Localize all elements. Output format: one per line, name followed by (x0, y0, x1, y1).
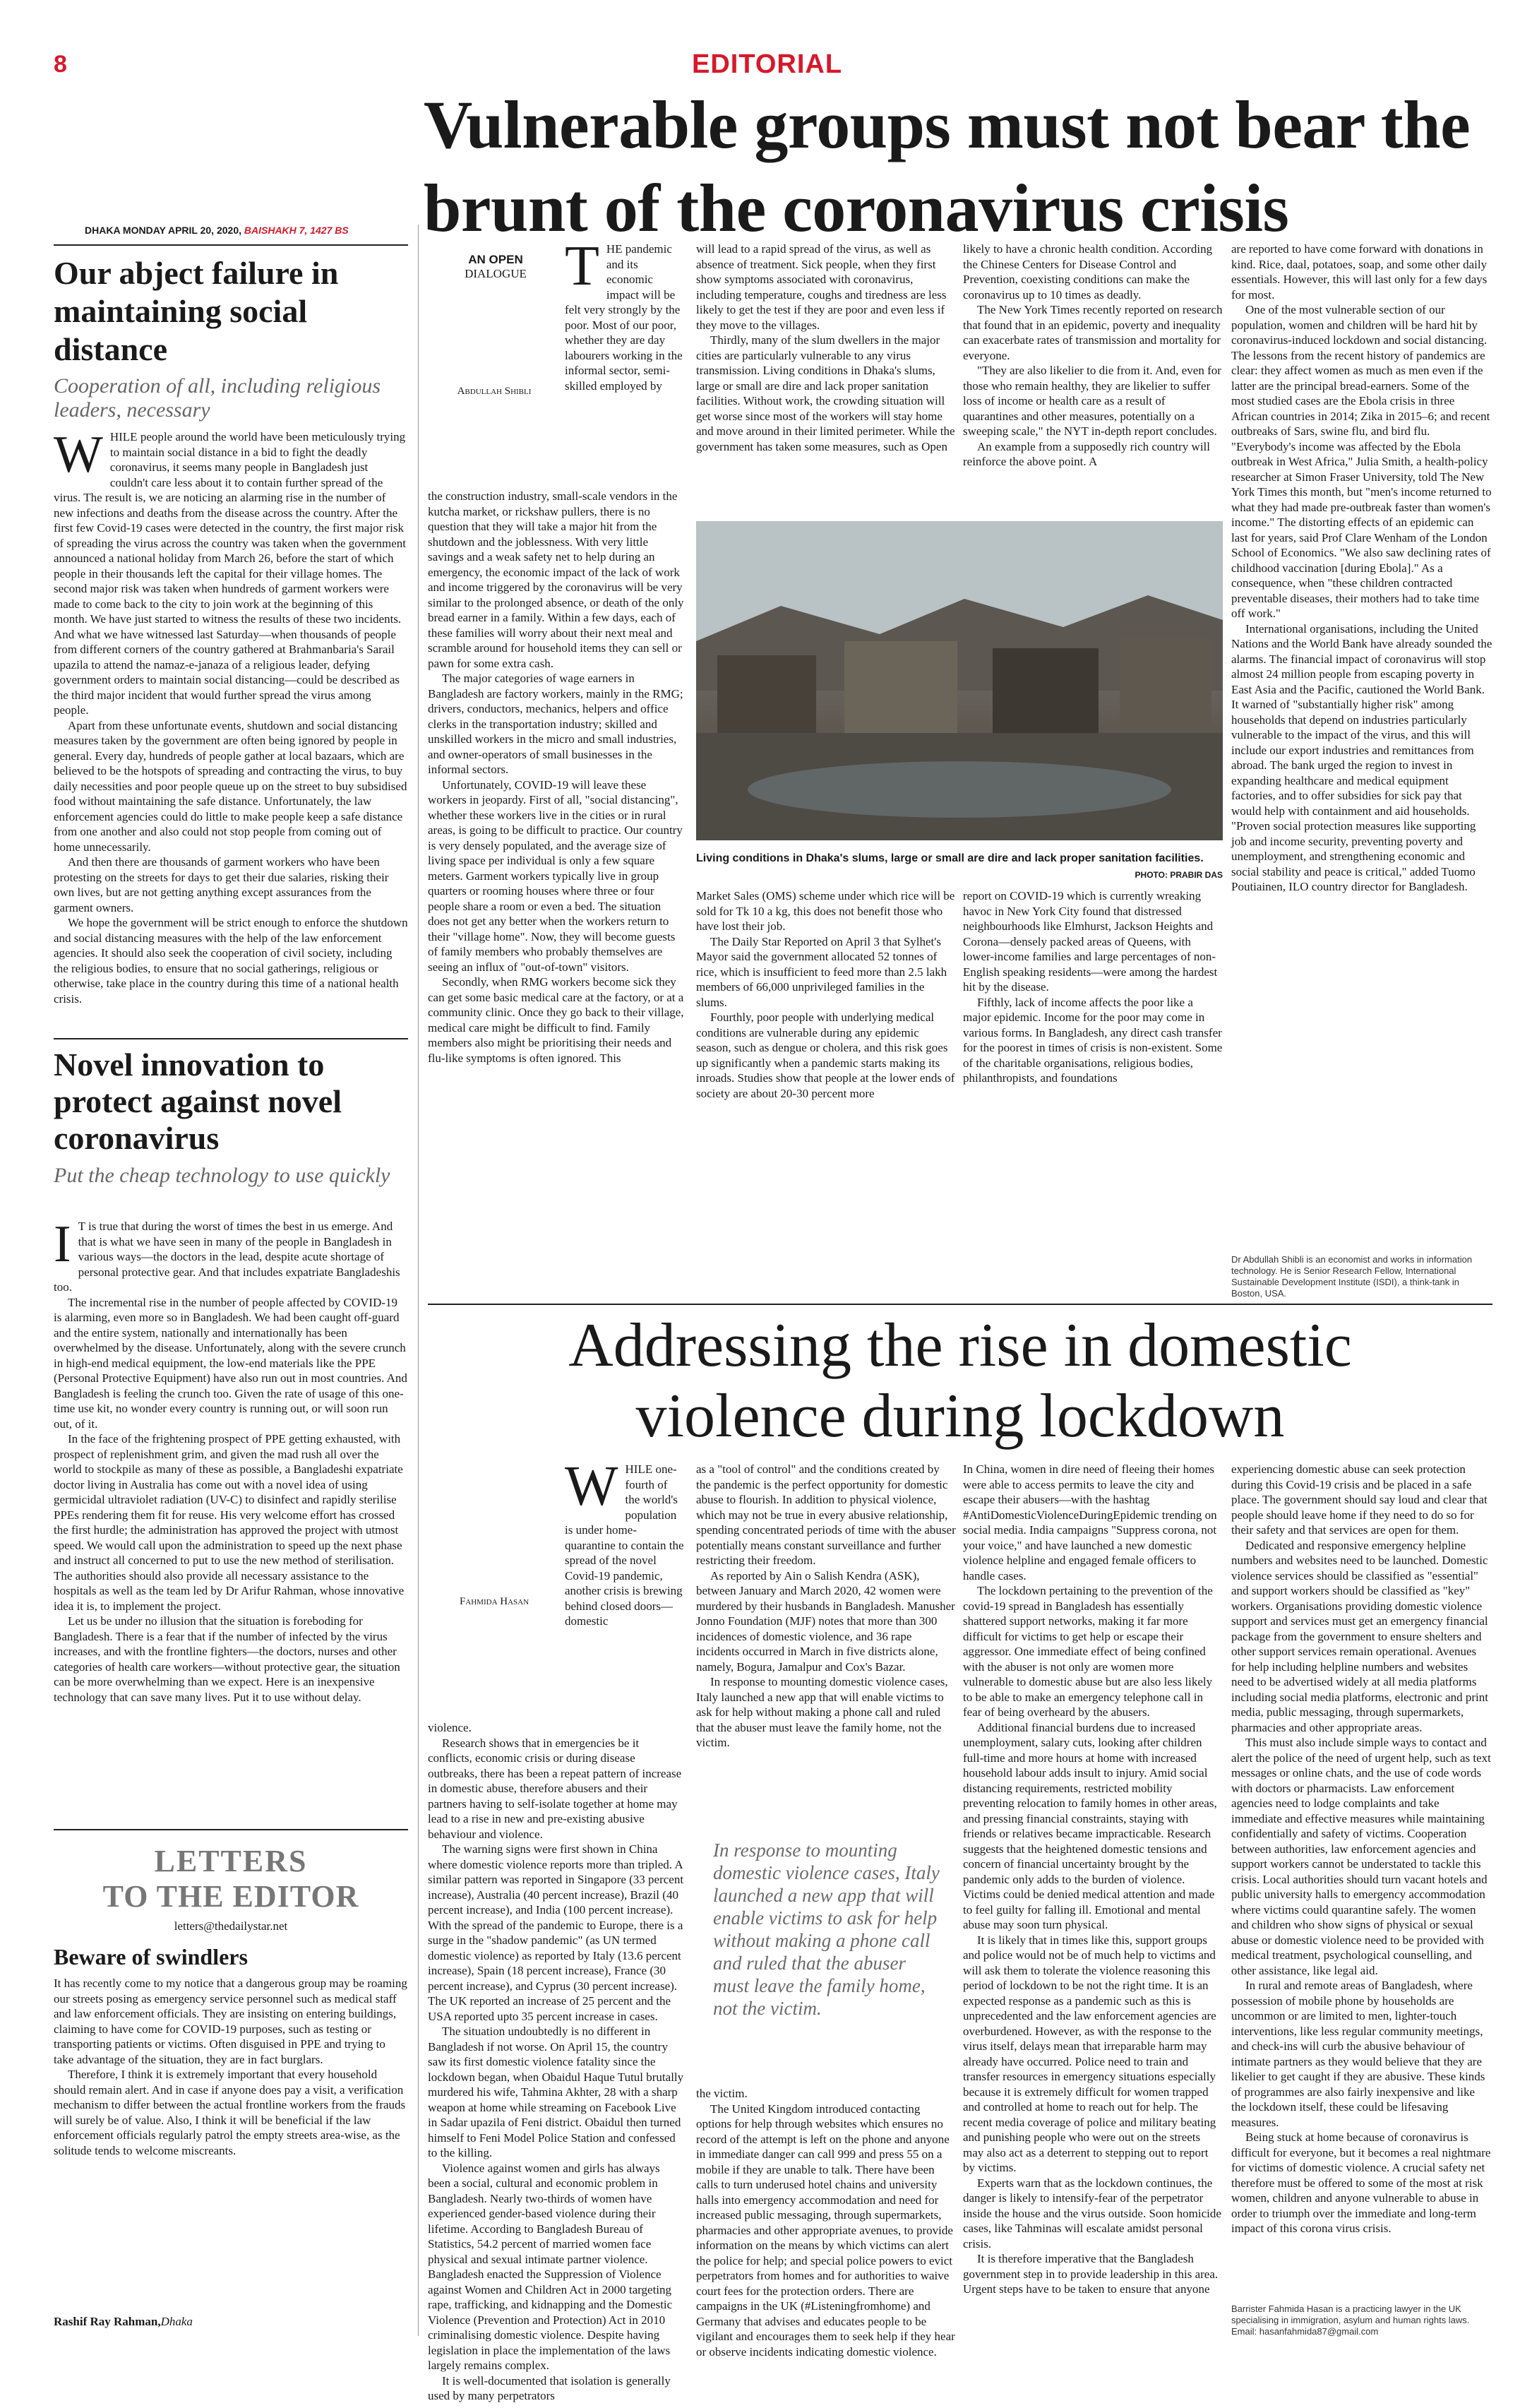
article2-col4-p1: experiencing domestic abuse can seek protection during this Covid-19 crisis and be placed in a safe place. The government should say loud and clear that people should leave home if they need to do so for their safety and that services are open for them. (1231, 1462, 1488, 1537)
dateline (85, 225, 349, 236)
article2-headline (428, 1311, 1492, 1452)
article2-col2-bottom (696, 2086, 956, 2368)
article1-col3-p2: The New York Times recently reported on research that found that in an epidemic, poverty and inequality can exacerbate rates of transmission and mortality for everyone. (963, 303, 1223, 362)
article1-col2-p1: will lead to a rapid spread of the virus, as well as absence of treatment. Sick people, when they first show symptoms associated with coronavirus, including temperature, coughs and tiredness are less likely to get the test if they are poor and even less if they move to the villages. (696, 242, 947, 332)
letter-para-2: Therefore, I think it is extremely important that every household should remain alert. And in case if anyone does pay a visit, a verification mechanism to differ between the actual frontline workers from the frauds will surely be of value. Also, I think it will be beneficial if the law enforcement officials regularly patrol the empty streets area-wise, as the solitude tends to welcome miscreants. (54, 2068, 406, 2157)
photo-credit: PHOTO: PRABIR DAS (1135, 870, 1223, 880)
dateline-bengali: BAISHAKH 7, 1427 BS (244, 225, 349, 236)
letters-email[interactable]: letters@thedailystar.net (174, 1919, 288, 1933)
editorial1-para-4: We hope the government will be strict enough to enforce the shutdown and social distancing measures with the help of the law enforcement agencies. It should also seek the cooperation of civil society, including the religious bodies, to ensure that no social gatherings, religious or otherwise, take place in the country during this time of a national health crisis. (54, 916, 408, 1006)
article2-col2-top (696, 1462, 956, 1815)
article1-col3-bottom (963, 888, 1223, 1298)
article2-col2b-p2: The United Kingdom introduced contacting options for help through websites which ensures no record of the attempt is left on the phone and anyone in immediate danger can call 999 and press 55 on a mobile if they are unable to talk. There have been calls to turn underused hotel chains and university halls into emergency accommodation and need for increased public messaging, through supermarkets, pharmacies and other appropriate avenues, to provide information on the means by which victims can alert the police for help; and special police powers to evict perpetrators from homes and for authorities to waive court fees for the protection orders. There are campaigns in the UK (#Listeningfromhome) and Germany that advises and educates people to be vigilant and encourages them to seek help if they hear or observe incidents indicating domestic violence. (696, 2102, 955, 2359)
editorial1-para-2: Apart from these unfortunate events, shutdown and social distancing measures taken by the government are often being ignored by people in general. Every day, hundreds of people gather at local bazaars, which are believed to be the hotspots of spreading and contracting the virus, to buy daily necessities and poor people queue up on the street to buy subsidised food without maintaining the safe distance. Unfortunately, the law enforcement agencies could do little to make people keep a safe distance from one another and also could not stop people from coming out of home unnecessarily. (54, 718, 407, 854)
article2-col4-p4: In rural and remote areas of Bangladesh, where possession of mobile phone by households are uncommon or are limited to men, lighter-touch interventions, like less regular community meetings, and check-ins will curb the abusive behaviour of intimate partners as they would believe that they are likelier to get caught if they are abusive. These kinds of programmes are also fairly inexpensive and like the lockdown itself, these could be lifesaving measures. (1231, 1979, 1485, 2129)
dateline-date: DHAKA MONDAY APRIL 20, 2020, (85, 225, 241, 236)
article1-col2-top (696, 242, 956, 503)
article2-col3-p3: Additional financial burdens due to increased unemployment, salary cuts, looking after children full-time and more hours at home with increased household labour adds insult to injury. Amid social distancing requirements, restricted mobility preventing relocation to family homes in other areas, and pressing financial constraints, staying with friends or relatives became impracticable. Research suggests that the heightened domestic tensions and concern of financial uncertainty brought by the pandemic only adds to the burden of violence. Victims could be denied medical attention and made to feel guilty for falling ill. Emotional and mental abuse may soon turn physical. (963, 1720, 1217, 1931)
article2-headline-line1: Addressing the rise in domestic (568, 1311, 1352, 1380)
section-label: EDITORIAL (692, 49, 843, 79)
article1-author: Abdullah Shibli (457, 386, 532, 397)
article2-col3-p6: It is therefore imperative that the Bangladesh government step in to provide leadership in this area. Urgent steps have to be taken to ensure that anyone (963, 2252, 1219, 2296)
article1-col1-p4: Secondly, when RMG workers become sick they can get some basic medical care at the factory, or at a community clinic. Once they go back to their village, medical care might be difficult to find. Family members also might be prioritising their needs and flu-like symptoms is often ignored. This (428, 975, 684, 1065)
article2-col1 (428, 1720, 685, 2402)
editorial1-body (54, 426, 408, 1030)
article1-col3-p3: "They are also likelier to die from it. And, even for those who remain healthy, they are likelier to suffer loss of income or health care as a result of quarantines and other measures, potentially on a sweeping scale," the NYT in-depth report concludes. (963, 364, 1221, 438)
page-number: 8 (54, 51, 67, 78)
column-label-line1: AN OPEN (468, 253, 523, 266)
article2-headline-line2: violence during lockdown (635, 1382, 1285, 1450)
slum-photo (696, 521, 1223, 840)
article2-col3-p1: In China, women in dire need of fleeing their homes were able to access permits to leave the city and escape their abusers—with the hashtag #AntiDomesticViolenceDuringEpidemic trending on social media. India campaigns "Suppress corona, not your voice," and have launched a new domestic violence helpline and engaged female officers to handle cases. (963, 1462, 1217, 1583)
article1-col1-p3: Unfortunately, COVID-19 will leave these workers in jeopardy. First of all, "social distancing", whether these workers live in the cities or in rural areas, is going to be difficult to practice. Our country is very densely populated, and the average size of living space per individual is only a few square meters. Garment workers typically live in group quarters or rooming houses where three or four people share a room or even a bed. The situation does not get any better when the workers return to their "village home". Now, they will become guests of family members who probably themselves are seeing an influx of "out-of-town" visitors. (428, 777, 683, 974)
article1-col2b-p1: Market Sales (OMS) scheme under which rice will be sold for Tk 10 a kg, this does not benefit those who have lost their job. (696, 889, 955, 933)
column-label (432, 253, 559, 281)
article2-col2-p1: as a "tool of control" and the conditions created by the pandemic is the perfect opportunity for domestic abuse to flourish. In addition to physical violence, which may not be true in every abusive relationship, spending concentrated periods of time with the abuser potentially means constant surveillance and further restricting their freedom. (696, 1462, 956, 1567)
article2-col1-p1: violence. (428, 1721, 472, 1734)
article2-col3-p4: It is likely that in times like this, support groups and police would not be of much help to victims and will ask them to tolerate the violence reasoning this period of lockdown to be not the right time. It is an expected response as a pandemic such as this is unprecedented and the law enforcement agencies are overburdened. However, as with the response to the virus itself, delays mean that irreparable harm may already have occurred. Police need to train and transfer resources in emergency situations especially because it is extremely difficult for women trapped and controlled at home to reach out for help. The recent media coverage of police and military beating and punishing people who were out on the streets may also act as a deterrent to stepping out to report by victims. (963, 1933, 1216, 2174)
editorial2-dropcap: I (54, 1215, 71, 1273)
article2-col4-p2: Dedicated and responsive emergency helpline numbers and websites need to be launched. Domestic violence services should be classified as "essential" and support workers should be classified as "key" workers. Organisations providing domestic violence support and services must get an emergency financial package from the government to ensure shelters and other support services remain operational. Avenues for help including helpline numbers and websites need to be advertised widely at all media platforms including social media platforms, electronic and print media, public messaging, through supermarkets, pharmacies and other appropriate areas. (1231, 1538, 1488, 1734)
article1-col2-bottom (696, 888, 956, 1298)
article2-col1-p2: Research shows that in emergencies be it conflicts, economic crisis or during disease outbreaks, there has been a repeat pattern of increase in domestic abuse, therefore abusers and their partners having to self-isolate together at home may lead to a rise in new and pre-existing abusive behaviour and violence. (428, 1736, 682, 1841)
article1-col2-p2: Thirdly, many of the slum dwellers in the major cities are particularly vulnerable to any virus transmission. Living conditions in Dhaka's slums, large or small are dire and lack proper sanitation facilities. Without work, the crowding situation will get worse since most of the workers will stay home and move around in their limited perimeter. While the government has taken some measures, such as Open (696, 333, 955, 453)
article1-col2b-p2: The Daily Star Reported on April 3 that Sylhet's Mayor said the government allocated 52 tonnes of rice, which is insufficient to feed more than 2.5 lakh members of 66,000 unprivileged families in the slums. (696, 934, 947, 1009)
article1-bio: Dr Abdullah Shibli is an economist and works in information technology. He is Senior Research Fellow, International Sustainable Development Institute (ISDI), a think-tank in Boston, USA. (1231, 1254, 1473, 1299)
article2-col1-p5: Violence against women and girls has always been a social, cultural and economic problem in Bangladesh. Nearly two-thirds of women have experienced gender-based violence during their lifetime. According to Bangladesh Bureau of Statistics, 54.2 percent of married women face physical and sexual intimate partner violence. Bangladesh enacted the Suppression of Violence against Women and Children Act in 2000 targeting rape, trafficking, and kidnapping and the Domestic Violence (Prevention and Protection) Act in 2010 criminalising domestic violence. Despite having legislation in place the implementation of the laws largely remains complex. (428, 2161, 673, 2372)
article1-col3-top (963, 242, 1223, 503)
article1-col3b-p2: Fifthly, lack of income affects the poor like a major epidemic. Income for the poor may come in various forms. In Bangladesh, any direct cash transfer for the poorest in times of crisis is non-existent. Some of the charitable organisations, religious bodies, philanthropists, and foundations (963, 995, 1223, 1085)
article1-col3-p1: likely to have a chronic health condition. According the Chinese Centers for Disease Control and Prevention, coexisting conditions can make the coronavirus up to 10 times as deadly. (963, 242, 1213, 302)
article1-lead-text: HE pandemic and its economic impact will be felt very strongly by the poor. Most of our poor, whether they are day labourers working in the informal sector, semi-skilled employed by (565, 242, 683, 393)
dateline-rule (54, 244, 408, 246)
editorial2-subtitle: Put the cheap technology to use quickly (54, 1164, 390, 1187)
article1-headline: Vulnerable groups must not bear the brunt of the coronavirus crisis (424, 87, 1471, 246)
editorial1-dropcap: W (54, 426, 103, 484)
article2-col2-p2: As reported by Ain o Salish Kendra (ASK), between January and March 2020, 42 women were murdered by their husbands in Bangladesh. Manusher Jonno Foundation (MJF) notes that more than 300 incidences of domestic violence, and 36 rape incidents occurred in March in five districts alone, namely, Bogura, Jamalpur and Cox's Bazar. (696, 1568, 955, 1674)
article1-col4-p2: One of the most vulnerable section of our population, women and children will be hard hit by coronavirus-induced lockdown and social distancing. The lessons from the recent history of pandemics are clear: they affect women as much as men even if the latter are the principal bread-earners. Some of the most studied cases are the Ebola crisis in three African countries in 2014; Zika in 2015–6; and recent outbreaks of Sars, swine flu, and bird flu. "Everybody's income was affected by the Ebola outbreak in West Africa," Julia Smith, a health-policy researcher at Simon Fraser University, told The New York Times this month, but "men's income returned to what they had made pre-outbreak faster than women's income." The distorting effects of an epidemic can last for years, said Prof Clare Wenham of the London School of Economics. "We also saw declining rates of childhood vaccination [during Ebola]." As a consequence, when "these children contracted preventable diseases, their mothers had to take time off work." (1231, 303, 1492, 620)
article2-author: Fahmida Hasan (459, 1596, 529, 1607)
article1-dropcap: T (565, 235, 599, 297)
article2-col1-p3: The warning signs were first shown in China where domestic violence reports more than tripled. A similar pattern was reported in Singapore (33 percent increase), Australia (40 percent increase), Brazil (40 percent increase), and India (100 percent increase). With the spread of the pandemic to Europe, there is a surge in the "shadow pandemic" (as UN termed domestic violence) as reported by Italy (13.6 percent increase), Spain (18 percent increase), France (30 percent increase), and Cyprus (30 percent increase). The UK reported an increase of 25 percent and the USA reported upto 35 percent increase in cases. (428, 1842, 684, 2023)
pullquote: In response to mounting domestic violence cases, Italy launched a new app that will enable victims to ask for help without making a phone call and ruled that the abuser must leave the family home, not the victim. (713, 1840, 940, 2019)
editorial2-para-3: In the face of the frightening prospect of PPE getting exhausted, with prospect of replenishment grim, and given the mad rush all over the world to stockpile as many of these as possible, a Bangladeshi expatriate doctor living in Australia has come out with a novel idea of using germicidal ultraviolet radiation (UV-C) to disinfect and rapidly sterilise PPEs rendering them fit for reuse. His very welcome effort has crossed the first hurdle; the administration has approved the project with utmost speed. We would call upon the administration to speed up the next phase and instruct all concerned to put to use the new method of sterilisation. The authorities should also provide all necessary assistance to the hospitals as well as the team led by Dr Arifur Rahman, whose innovative idea it is, to implement the project. (54, 1432, 405, 1613)
article1-col4-p3: International organisations, including the United Nations and the World Bank have already sounded the alarms. The financial impact of coronavirus will stop almost 24 million people from escaping poverty in East Asia and the Pacific, cautioned the World Bank. It warned of "substantially higher risk" among households that depend on industries particularly vulnerable to the impact of the virus, and this will include our export industries and remittances from abroad. The bank urged the region to invest in expanding healthcare and medical equipment factories, and to offer subsidies for sick pay that would help with containment and aid households. "Proven social protection measures like supporting job and income security, preventing poverty and unemployment, and strengthening economic and social stability and peace is critical," added Tuomo Poutiainen, ILO country director for Bangladesh. (1231, 621, 1492, 893)
editorial1-title: Our abject failure in maintaining social distance (54, 255, 339, 367)
article2-col2-p3: In response to mounting domestic violence cases, Italy launched a new app that will enable victims to ask for help without making a phone call and ruled that the abuser must leave the family home, not the victim. (696, 1675, 948, 1749)
article2-lead-text: HILE one-fourth of the world's population is under home-quarantine to contain the spread of the novel Covid-19 pandemic, another crisis is brewing behind closed doors—domestic (565, 1462, 684, 1628)
article1-col3-p4: An example from a supposedly rich country will reinforce the above point. A (963, 439, 1211, 468)
article2-dropcap: W (565, 1455, 618, 1518)
editorial2-body (54, 1215, 408, 1819)
editorial1-subtitle: Cooperation of all, including religious leaders, necessary (54, 374, 381, 422)
article2-col1-p6: It is well-documented that isolation is generally used by many perpetrators (428, 2373, 671, 2402)
article2-col1-p4: The situation undoubtedly is no different in Bangladesh if not worse. On April 15, the country saw its first domestic violence fatality since the lockdown began, when Obaidul Haque Tutul brutally murdered his wife, Tahmina Akhter, 28 with a sharp weapon at home while streaming on Facebook Live in Sadar upazila of Feni district. Obaidul then turned himself to Feni Model Police Station and confessed to the killing. (428, 2025, 684, 2159)
editorial2-title: Novel innovation to protect against novel coronavirus (54, 1047, 342, 1156)
column-separator (418, 225, 419, 2336)
article1-col1 (428, 489, 685, 1294)
editorial2-para-1: T is true that during the worst of times the best in us emerge. And that is what we have seen in many of the people in Bangladesh in various ways—the doctors in the lead, despite acute shortage of personal protective gear. And that includes expatriate Bangladeshis too. (54, 1220, 400, 1294)
letter-body (54, 1976, 408, 2301)
editorial-divider (54, 1038, 408, 1039)
editorial1-para-3: And then there are thousands of garment workers who have been protesting on the streets for days to get their due salaries, risking their own lives, but are not getting anything except assurances from the garment owners. (54, 855, 389, 914)
article1-col1-p2: The major categories of wage earners in Bangladesh are factory workers, mainly in the RMG; drivers, conductors, mechanics, helpers and office clerks in the transportation industry; skilled and unskilled workers in the micro and small industries, and owner-operators of small businesses in the informal sectors. (428, 672, 683, 776)
letter-signature-place: Dhaka (160, 2315, 193, 2328)
article2-bio-text: Barrister Fahmida Hasan is a practicing lawyer in the UK specialising in immigration, asylum and human rights laws. (1231, 2303, 1470, 2325)
slum-photo-illustration (696, 521, 1223, 840)
article2-email[interactable]: Email: hasanfahmida87@gmail.com (1231, 2326, 1379, 2337)
article2-col3 (963, 1462, 1223, 2366)
article1-col1-lead (565, 235, 685, 489)
article1-col1-p1: the construction industry, small-scale vendors in the kutcha market, or rickshaw pullers, there is no question that they will take a major hit from the shutdown and the joblessness. With very little savings and a weak safety net to help during an emergency, the economic impact of the lack of work and income triggered by the coronavirus will be very similar to the prolonged absence, or death of the only bread earner in a family. Within a few days, each of these families will worry about their next meal and scramble around for household items they can sell or pawn for some extra cash. (428, 489, 684, 670)
article1-col2b-p3: Fourthly, poor people with underlying medical conditions are vulnerable during any epidemic season, such as dengue or cholera, and this risk goes up significantly when a pandemic starts making its inroads. Studies show that people at the lower ends of society are about 20-30 percent more (696, 1011, 955, 1100)
article2-col4-p5: Being stuck at home because of coronavirus is difficult for everyone, but it becomes a real nightmare for victims of domestic violence. A crucial safety net therefore must be offered to some of the most at risk women, children and anyone vulnerable to abuse in order to triumph over the immediate and long-term impact of this corona virus crisis. (1231, 2130, 1491, 2235)
article1-col4-p1: are reported to have come forward with donations in kind. Rice, daal, potatoes, soap, and some other daily essentials. However, this will last only for a few days for most. (1231, 242, 1488, 302)
article1-col3b-p1: report on COVID-19 which is currently wreaking havoc in New York City found that distressed neighbourhoods like Elmhurst, Jackson Heights and Corona—densely packed areas of Queens, with lower-income families and large percentages of non-English speaking residents—were among the hardest hit by the disease. (963, 889, 1218, 994)
article2-col1-lead (565, 1455, 685, 1720)
editorial2-para-2: The incremental rise in the number of people affected by COVID-19 is alarming, even more so in Bangladesh. We had been caught off-guard and the entire system, nationally and internationally has been overwhelmed by the disease. Unfortunately, along with the severe crunch in high-end medical equipment, the low-end materials like the PPE (Personal Protective Equipment) have also run out in most countries. And Bangladesh is feeling the crunch too. Given the rate of usage of this one-time use kit, no wonder every country is running out, or will soon run out, of it. (54, 1295, 407, 1431)
article2-col4 (1231, 1462, 1492, 2295)
article2-col4-p3: This must also include simple ways to contact and alert the police of the need of urgent help, such as text messages or online chats, and the use of code words with doctors or pharmacists. Law enforcement agencies need to lodge complaints and take immediate and effective measures while maintaining confidentially and safety of victims. Cooperation between authorities, law enforcement agencies and support workers cannot be understated to tackle this crisis. Local authorities should turn vacant hotels and public university halls to emergency accommodation where victims could quarantine safely. The women and children who show signs of physical or sexual abuse or domestic violence need to be provided with medical treatment, psychological counselling, and other assistance, like legal aid. (1231, 1736, 1491, 1977)
letters-heading-1: LETTERS (154, 1844, 308, 1878)
photo-caption: Living conditions in Dhaka's slums, large or small are dire and lack proper sanitation facilities. (696, 852, 1204, 864)
editorial1-para-1: HILE people around the world have been meticulously trying to maintain social distance in a bid to fight the deadly coronavirus, it seems many people in Bangladesh just couldn't care less about it to contain further spread of the virus. The result is, we are noticing an alarming rise in the number of new infections and deaths from the disease across the country. After the first few Covid-19 cases were detected in the country, the first major risk of spreading the virus across the country was taken when the government announced a national holiday from March 26, before the start of which people in their thousands left the capital for their village homes. The second major risk was taken when hundreds of garment workers were made to come back to the city to join work at the beginning of this month. We have just started to witness the results of these two incidents. And what we have witnessed last Saturday—when thousands of people from different corners of the country gathered at Brahmanbaria's Sarail upazila to attend the namaz-e-janaza of a religious leader, defying government orders to maintain social distancing—could be described as the third major incident that would further spread the virus among people. (54, 430, 406, 717)
article2-col3-p2: The lockdown pertaining to the prevention of the covid-19 spread in Bangladesh has essentially shattered support networks, making it far more difficult for victims to get help or escape their aggressor. One immediate effect of being confined with the abuser is not only are women more vulnerable to domestic abuse but are also less likely to be able to make an emergency telephone call in fear of being overheard by the abusers. (963, 1584, 1213, 1719)
article-divider (428, 1304, 1492, 1305)
letter-signature (54, 2315, 193, 2329)
letter-para-1: It has recently come to my notice that a dangerous group may be roaming our streets posing as emergency service personnel such as medical staff and law enforcement officials. They are insisting on entering buildings, claiming to have come for COVID-19 purposes, such as testing or transporting patients or victims. Often disguised in PPE and trying to take advantage of the situation, they are in fact burglars. (54, 1977, 407, 2066)
letter-signature-name: Rashif Ray Rahman, (54, 2315, 161, 2328)
letters-heading-2: TO THE EDITOR (102, 1879, 359, 1914)
letters-divider (54, 1829, 408, 1830)
article1-col4 (1231, 242, 1492, 1251)
article2-bio (1231, 2303, 1492, 2337)
article2-col3-p5: Experts warn that as the lockdown continues, the danger is likely to intensify-fear of the perpetrator inside the house and the virus outside. Soon homicide cases, like Tahminas will escalate amidst personal crisis. (963, 2176, 1221, 2251)
editorial2-para-4: Let us be under no illusion that the situation is foreboding for Bangladesh. There is a fear that if the number of infected by the virus increases, and with the frontline fighters—the doctors, nurses and other categories of health care workers—without protective gear, the situation can be more overwhelming than we expect. Here is an inexpensive technology that can save many lives. Put it to use without delay. (54, 1614, 400, 1704)
letter-title: Beware of swindlers (54, 1944, 248, 1969)
column-label-line2: DIALOGUE (465, 267, 527, 280)
article2-col2b-p1: the victim. (696, 2087, 748, 2100)
